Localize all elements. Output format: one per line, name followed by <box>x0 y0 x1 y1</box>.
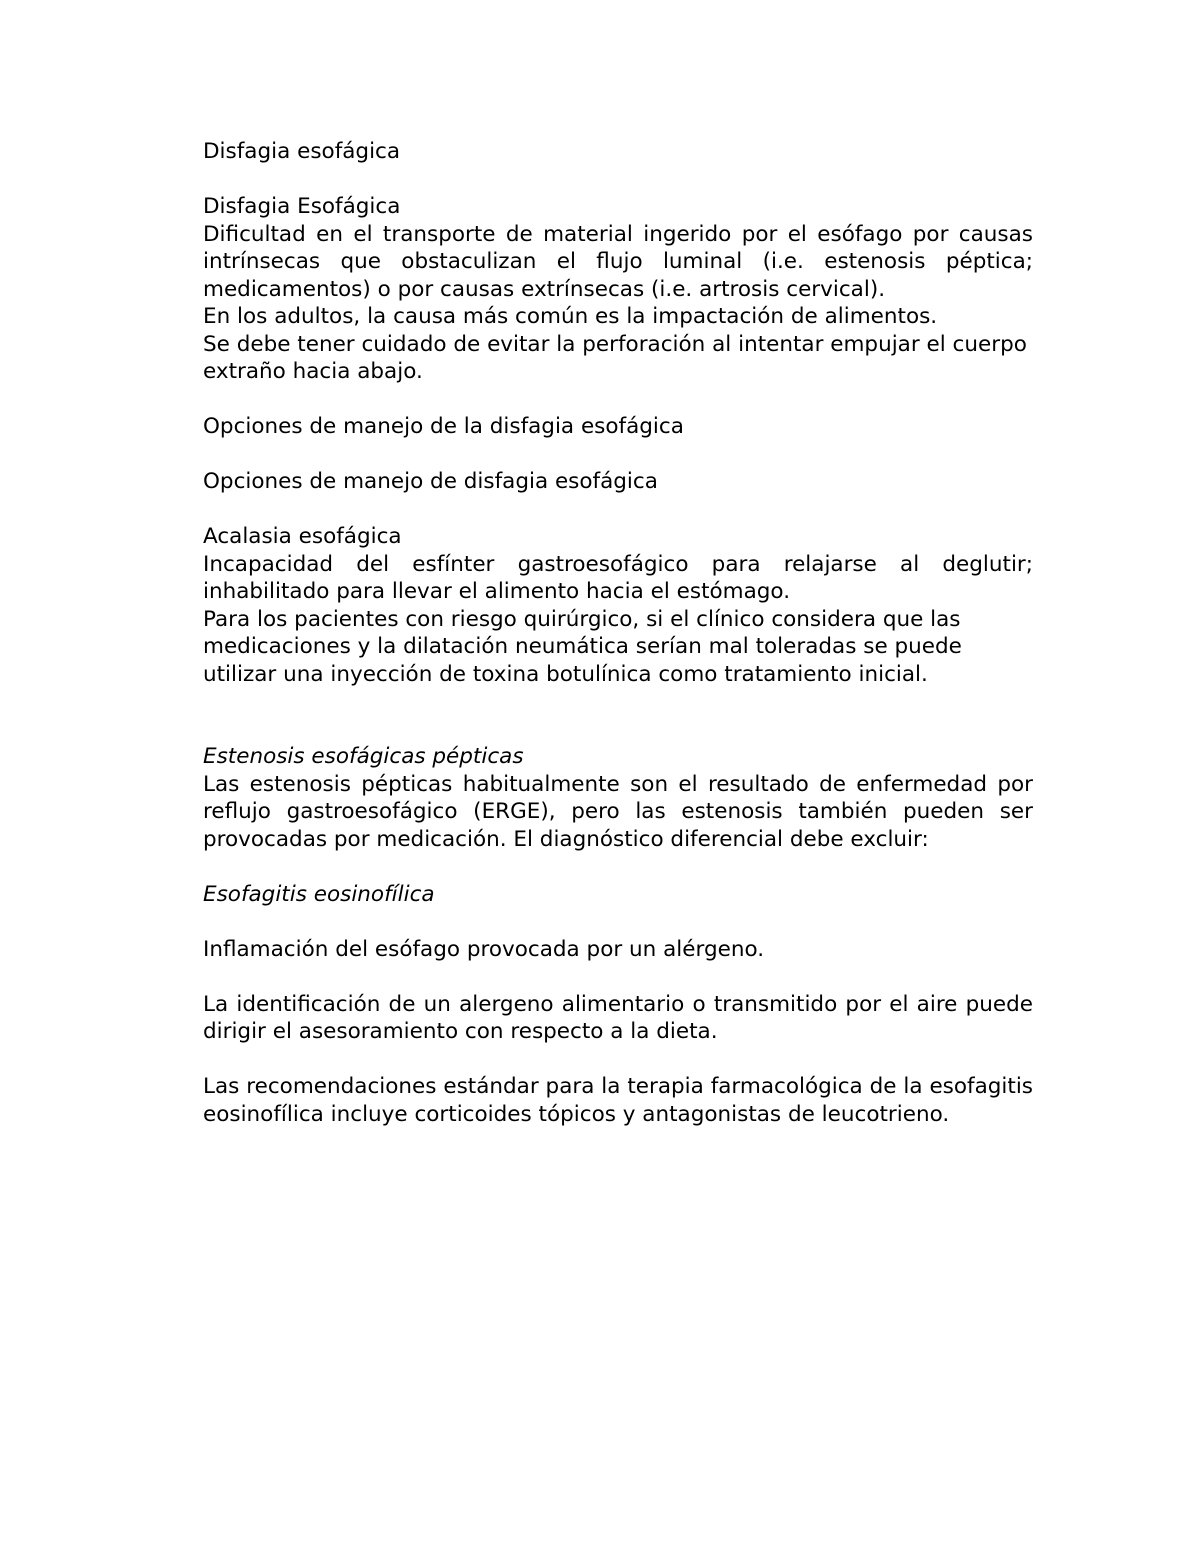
heading-options-2: Opciones de manejo de disfagia esofágica <box>203 469 658 494</box>
document-body <box>203 138 1033 1128</box>
blank-line <box>203 166 1033 194</box>
blank-line <box>203 441 1033 469</box>
blank-line <box>203 496 1033 524</box>
document-title: Disfagia esofágica <box>203 139 401 164</box>
paragraph-acalasia-definition: Incapacidad del esfínter gastroesofágico para relajarse al deglutir; inhabilitado para llevar el alimento hacia el estómago. <box>203 551 1033 604</box>
paragraph-disfagia-definition: Dificultad en el transporte de material ingerido por el esófago por causas intrínsecas que obstaculizan el flujo luminal (i.e. estenosis péptica; medicamentos) o por causas extrínsecas (i.e. artrosis cervical). <box>203 221 1033 302</box>
paragraph-esofagitis-definition: Inflamación del esófago provocada por un alérgeno. <box>203 936 765 962</box>
blank-line <box>203 386 1033 414</box>
paragraph-diet-note: La identificación de un alergeno alimentario o transmitido por el aire puede dirigir el asesoramiento con respecto a la dieta. <box>203 991 1033 1044</box>
section-heading-disfagia: Disfagia Esofágica <box>203 194 401 219</box>
section-heading-esofagitis: Esofagitis eosinofílica <box>203 881 435 907</box>
section-heading-acalasia: Acalasia esofágica <box>203 524 402 549</box>
blank-line <box>203 1046 1033 1074</box>
blank-line <box>203 716 1033 744</box>
paragraph-caution-note: Se debe tener cuidado de evitar la perforación al intentar empujar el cuerpo extraño hacia abajo. <box>203 331 1027 384</box>
paragraph-therapy-note: Las recomendaciones estándar para la terapia farmacológica de la esofagitis eosinofílica incluye corticoides tópicos y antagonistas de leucotrieno. <box>203 1074 1033 1127</box>
blank-line <box>203 688 1033 716</box>
paragraph-acalasia-treatment: Para los pacientes con riesgo quirúrgico, si el clínico considera que las medicaciones y la dilatación neumática serían mal toleradas se puede utilizar una inyección de toxina botulínica como tratamiento inicial. <box>203 606 962 687</box>
section-heading-estenosis: Estenosis esofágicas pépticas <box>203 744 524 769</box>
paragraph-estenosis-body: Las estenosis pépticas habitualmente son el resultado de enfermedad por reflujo gastroesofágico (ERGE), pero las estenosis también pueden ser provocadas por medicación. El diagnóstico diferencial debe excluir: <box>203 771 1033 852</box>
paragraph-adults-note: En los adultos, la causa más común es la impactación de alimentos. <box>203 304 938 329</box>
blank-line <box>203 963 1033 991</box>
blank-line <box>203 853 1033 881</box>
heading-options-1: Opciones de manejo de la disfagia esofágica <box>203 414 684 439</box>
blank-line <box>203 908 1033 936</box>
